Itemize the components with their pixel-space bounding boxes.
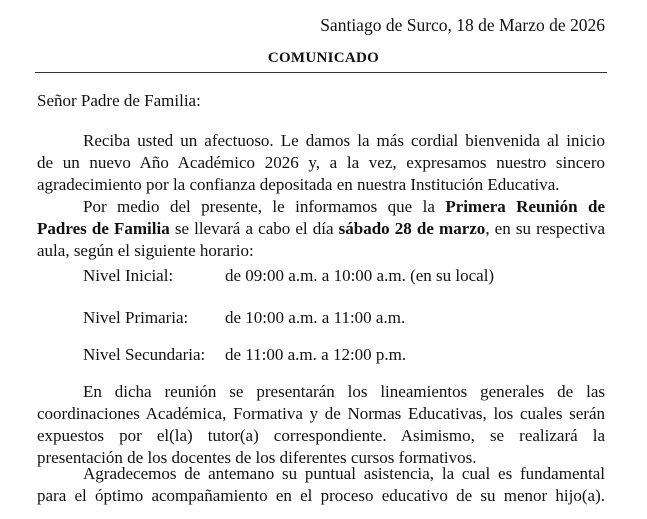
paragraph-line — [83, 197, 605, 217]
bold-text: Primera Reunión de — [445, 197, 605, 216]
bold-text: Padres de Familia — [37, 219, 170, 238]
schedule-level: Nivel Inicial: — [83, 266, 174, 285]
schedule-level: Nivel Primaria: — [83, 308, 189, 327]
paragraph-line: aula, según el siguiente horario: — [37, 241, 254, 260]
paragraph-line: En dicha reunión se presentarán los lineamientos generales de las — [83, 382, 605, 401]
title-divider — [35, 72, 607, 73]
paragraph-line: Reciba usted un afectuoso. Le damos la más cordial bienvenida al inicio — [83, 131, 605, 150]
schedule-time: de 09:00 a.m. a 10:00 a.m. (en su local) — [225, 266, 495, 285]
paragraph-line: para el óptimo acompañamiento en el proceso educativo de su menor hijo(a). — [37, 486, 605, 505]
paragraph-line: de un nuevo Año Académico 2026 y, a la vez, expresamos nuestro sincero — [37, 153, 605, 172]
schedule-time: de 11:00 a.m. a 12:00 p.m. — [225, 345, 407, 364]
paragraph-line: Agradecemos de antemano su puntual asistencia, la cual es fundamental — [83, 464, 605, 483]
paragraph-line — [37, 219, 605, 239]
schedule-time: de 10:00 a.m. a 11:00 a.m. — [225, 308, 406, 327]
paragraph-line: expuestos por el(la) tutor(a) correspondiente. Asimismo, se realizará la — [37, 426, 605, 445]
paragraph-line: coordinaciones Académica, Formativa y de Normas Educativas, los cuales serán — [37, 404, 605, 423]
text: , en su respectiva — [485, 219, 606, 238]
paragraph-line: agradecimiento por la confianza depositada en nuestra Institución Educativa. — [37, 175, 560, 194]
text: se llevará a cabo el día — [169, 219, 339, 238]
text: Por medio del presente, le informamos que la — [83, 197, 446, 216]
paragraph-line: presentación de los docentes de los diferentes cursos formativos. — [37, 448, 477, 467]
bold-text: sábado 28 de marzo — [338, 219, 486, 238]
date-line: Santiago de Surco, 18 de Marzo de 2026 — [320, 15, 605, 35]
schedule-level: Nivel Secundaria: — [83, 345, 206, 364]
document-title: COMUNICADO — [267, 50, 380, 66]
salutation: Señor Padre de Familia: — [37, 91, 201, 110]
